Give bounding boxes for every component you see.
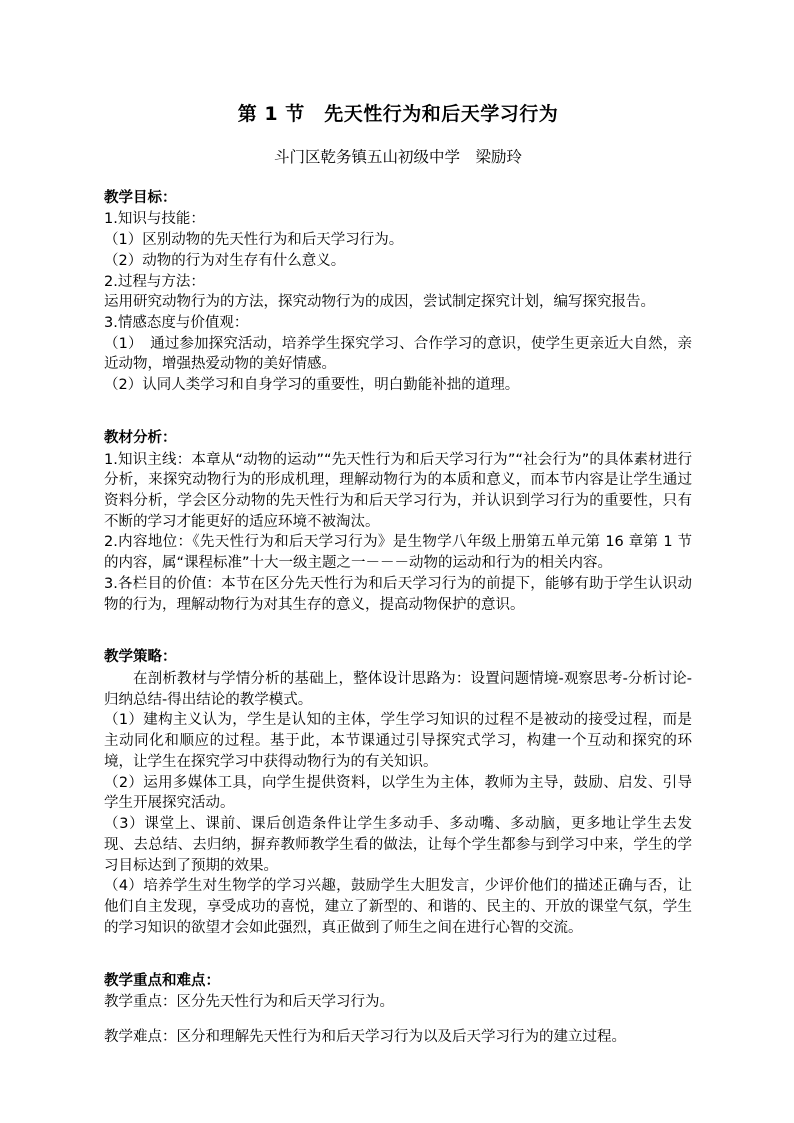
section-spacer	[104, 939, 692, 953]
section-heading: 教学重点和难点：	[104, 972, 220, 989]
section-spacer	[104, 615, 692, 629]
section-heading: 教材分析：	[104, 429, 177, 446]
section-line: （2）运用多媒体工具，向学生提供资料，以学生为主体，教师为主导，鼓励、启发、引导学生开展探究活动。	[104, 774, 692, 812]
section-line: 1.知识与技能：	[104, 211, 205, 228]
section-line: 3.情感态度与价值观：	[104, 315, 249, 331]
section-heading: 教学策略：	[104, 649, 177, 666]
section-line: 运用研究动物行为的方法，探究动物行为的成因，尝试制定探究计划，编写探究报告。	[104, 294, 655, 311]
line-spacer	[104, 1013, 692, 1027]
section-heading: 教学目标：	[104, 189, 177, 206]
section-teaching-strategy	[104, 647, 692, 938]
document-author: 斗门区乾务镇五山初级中学 梁励玲	[273, 147, 522, 166]
section-line: （2）动物的行为对生存有什么意义。	[104, 252, 346, 269]
section-line: 教学难点：区分和理解先天性行为和后天学习行为以及后天学习行为的建立过程。	[104, 1028, 626, 1045]
section-material-analysis	[104, 428, 692, 615]
section-line: （1）建构主义认为，学生是认知的主体，学生学习知识的过程不是被动的接受过程，而是主动同化和顺应的过程。基于此，本节课通过引导探究式学习，构建一个互动和探究的环境，让学生在探究学习中获得动物行为的有关知识。	[104, 712, 692, 770]
section-line: （1） 通过参加探究活动，培养学生探究学习、合作学习的意识，使学生更亲近大自然，亲近动物，增强热爱动物的美好情感。	[104, 335, 692, 373]
section-line: （4）培养学生对生物学的学习兴趣，鼓励学生大胆发言，少评价他们的描述正确与否，让他们自主发现，享受成功的喜悦，建立了新型的、和谐的、民主的、开放的课堂气氛，学生的学习知识的欲望才会如此强烈，真正做到了师生之间在进行心智的交流。	[104, 878, 692, 936]
section-line: （2）认同人类学习和自身学习的重要性，明白勤能补拙的道理。	[104, 377, 520, 394]
section-line: 1.知识主线：本章从“动物的运动”“先天性行为和后天学习行为”“社会行为”的具体素材进行分析，来探究动物行为的形成机理，理解动物行为的本质和意义，而本节内容是让学生通过资料分析，学会区分动物的先天性行为和后天学习行为，并认识到学习行为的重要性，只有不断的学习才能更好的适应环境不被淘汰。	[104, 451, 692, 530]
section-line: 在剖析教材与学情分析的基础上，整体设计思路为：设置问题情境-观察思考-分析讨论-归纳总结-得出结论的教学模式。	[104, 670, 692, 708]
document-body	[104, 0, 692, 1048]
section-key-points	[104, 971, 692, 1048]
section-line: 2.过程与方法：	[104, 273, 205, 290]
page-title: 第 1 节 先天性行为和后天学习行为	[237, 103, 559, 125]
section-line: 教学重点：区分先天性行为和后天学习行为。	[104, 994, 394, 1011]
section-line: （1）区别动物的先天性行为和后天学习行为。	[104, 232, 404, 249]
section-teaching-objectives	[104, 188, 692, 396]
section-line: （3）课堂上、课前、课后创造条件让学生多动手、多动嘴、多动脑，更多地让学生去发现、去总结、去归纳，摒弃教师教学生看的做法，让每个学生都参与到学习中来，学生的学习目标达到了预期的效果。	[104, 816, 692, 874]
section-line: 3.各栏目的价值：本节在区分先天性行为和后天学习行为的前提下，能够有助于学生认识动物的行为，理解动物行为对其生存的意义，提高动物保护的意识。	[104, 575, 692, 613]
section-line: 2.内容地位：《先天性行为和后天学习行为》是生物学八年级上册第五单元第 16 章第 1 节的内容，属“课程标准”十大一级主题之一－－－动物的运动和行为的相关内容。	[104, 534, 692, 572]
section-spacer	[104, 396, 692, 410]
